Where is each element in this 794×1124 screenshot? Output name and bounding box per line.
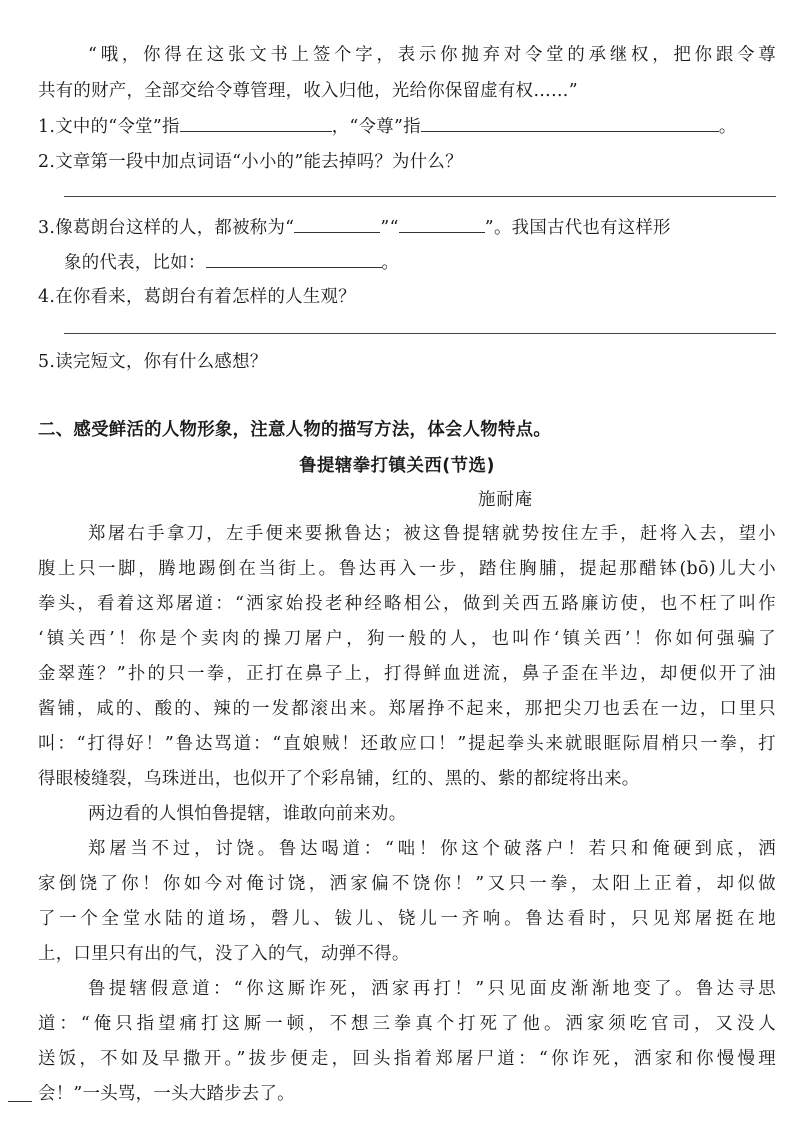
excerpt-line: 共有的财产，全部交给令尊管理，收入归他，光给你保留虚有权……” [38, 81, 578, 101]
passage-line: 郑屠右手拿刀，左手便来要揪鲁达；被这鲁提辖就势按住左手，赶将入去，望小 [88, 524, 776, 544]
question-3-text-b: ”“ [380, 218, 399, 238]
excerpt-line: “哦，你得在这张文书上签个字，表示你抛弃对令堂的承继权，把你跟令尊 [88, 45, 776, 65]
question-1 [38, 112, 776, 137]
question-3-text-d: 象的代表，比如： [64, 253, 206, 273]
page-footer-dash [8, 1101, 32, 1102]
question-4: 4.在你看来，葛朗台有着怎样的人生观？ [38, 287, 356, 307]
answer-blank[interactable] [294, 216, 380, 233]
question-3-end: 。 [381, 253, 400, 273]
question-1-text-b: ，“令尊”指 [331, 117, 421, 137]
passage-line: 腹上只一脚，腾地踢倒在当街上。鲁达再入一步，踏住胸脯，提起那醋钵(bō)儿大小 [38, 559, 776, 579]
question-1-end: 。 [718, 117, 737, 137]
question-3-text-c: ”。我国古代也有这样形 [484, 218, 671, 238]
passage-line: 送饭，不如及早撒开。”拔步便走，回头指着郑屠尸道：“你诈死，洒家和你慢慢理 [38, 1049, 776, 1069]
passage-line: 叫：“打得好！”鲁达骂道：“直娘贼！还敢应口！”提起拳头来就眼眶际眉梢只一拳，打 [38, 734, 776, 754]
passage-line: 家倒饶了你！你如今对俺讨饶，洒家偏不饶你！”又只一拳，太阳上正着，却似做 [38, 874, 776, 894]
answer-blank[interactable] [421, 115, 719, 132]
passage-line: ‘镇关西’！你是个卖肉的操刀屠户，狗一般的人，也叫作‘镇关西’！你如何强骗了 [38, 629, 776, 649]
passage-author: 施耐庵 [478, 490, 534, 510]
question-3-text-a: 3.像葛朗台这样的人，都被称为“ [38, 218, 295, 238]
section-heading: 二、感受鲜活的人物形象，注意人物的描写方法，体会人物特点。 [38, 420, 552, 440]
passage-line: 两边看的人惧怕鲁提辖，谁敢向前来劝。 [88, 804, 407, 824]
question-5: 5.读完短文，你有什么感想？ [38, 352, 268, 372]
answer-line[interactable] [64, 333, 776, 334]
answer-blank[interactable] [399, 216, 485, 233]
question-3 [38, 213, 776, 238]
answer-blank[interactable] [180, 115, 332, 132]
passage-line: 会！”一头骂，一头大踏步去了。 [38, 1084, 295, 1104]
question-2: 2.文章第一段中加点词语“小小的”能去掉吗？为什么？ [38, 152, 463, 172]
passage-line: 鲁提辖假意道：“你这厮诈死，洒家再打！”只见面皮渐渐地变了。鲁达寻思 [88, 979, 776, 999]
passage-line: 得眼棱缝裂，乌珠迸出，也似开了个彩帛铺，红的、黑的、紫的都绽将出来。 [38, 769, 640, 789]
passage-line: 金翠莲？”扑的只一拳，正打在鼻子上，打得鲜血迸流，鼻子歪在半边，却便似开了油 [38, 664, 776, 684]
passage-line: 了一个全堂水陆的道场，磬儿、钹儿、铙儿一齐响。鲁达看时，只见郑屠挺在地 [38, 909, 776, 929]
question-3-cont [64, 248, 776, 273]
answer-line[interactable] [64, 196, 776, 197]
question-1-text-a: 1.文中的“令堂”指 [38, 117, 180, 137]
passage-line: 道：“俺只指望痛打这厮一顿，不想三拳真个打死了他。洒家须吃官司，又没人 [38, 1014, 776, 1034]
passage-line: 上，口里只有出的气，没了入的气，动弹不得。 [38, 944, 410, 964]
passage-line: 拳头，看着这郑屠道：“洒家始投老种经略相公，做到关西五路廉访使，也不枉了叫作 [38, 594, 776, 614]
answer-blank[interactable] [206, 251, 382, 268]
passage-title: 鲁提辖拳打镇关西(节选) [299, 456, 495, 476]
passage-line: 酱铺，咸的、酸的、辣的一发都滚出来。郑屠挣不起来，那把尖刀也丢在一边，口里只 [38, 699, 776, 719]
passage-line: 郑屠当不过，讨饶。鲁达喝道：“咄！你这个破落户！若只和俺硬到底，洒 [88, 839, 776, 859]
